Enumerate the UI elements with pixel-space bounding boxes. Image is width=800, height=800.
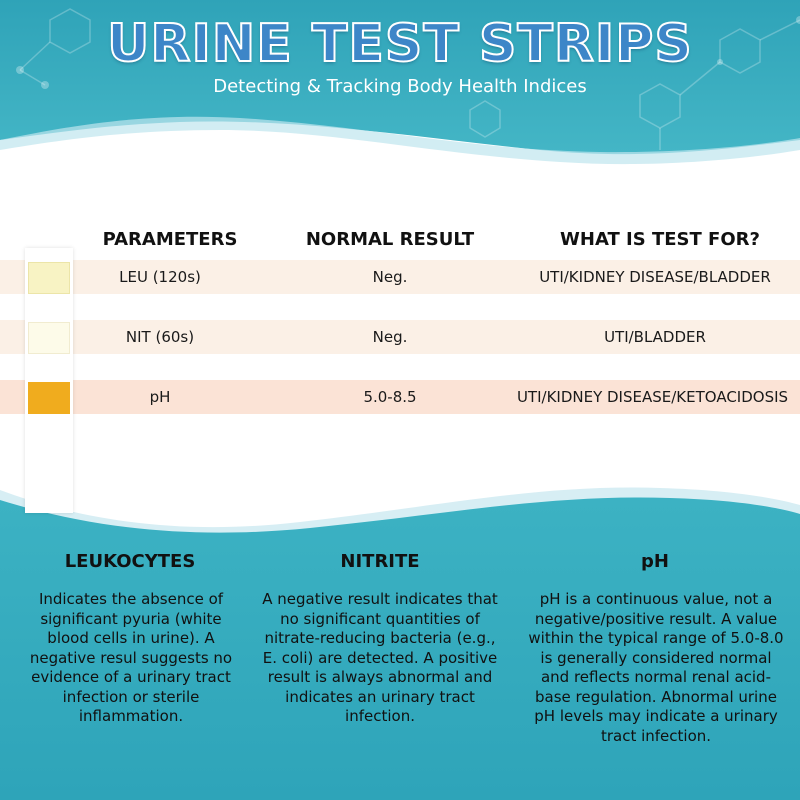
table-row	[0, 380, 800, 414]
nitrite-description: A negative result indicates that no significant quantities of nitrate-reducing bacteria (e.g., E. coli) are detected. A positive result is always abnormal and indicates an urinary tract infection.	[262, 590, 498, 725]
table-row	[0, 260, 800, 294]
parameter-cell: NIT (60s)	[125, 328, 195, 346]
tests-for-cell: UTI/KIDNEY DISEASE/KETOACIDOSIS	[516, 388, 789, 406]
column-header-test-for: WHAT IS TEST FOR?	[560, 229, 760, 250]
table-row	[0, 320, 800, 354]
ph-heading: pH	[641, 551, 669, 572]
column-header-parameters: PARAMETERS	[102, 229, 238, 250]
tests-for-cell: UTI/KIDNEY DISEASE/BLADDER	[539, 268, 771, 286]
parameter-cell: LEU (120s)	[119, 268, 201, 286]
leukocytes-heading: LEUKOCYTES	[64, 551, 196, 572]
page-title: URINE TEST STRIPS	[107, 14, 693, 74]
tests-for-cell: UTI/BLADDER	[604, 328, 706, 346]
normal-result-cell: Neg.	[372, 328, 408, 346]
leu-color-pad	[28, 262, 70, 294]
normal-result-cell: 5.0-8.5	[363, 388, 417, 406]
parameter-cell: pH	[149, 388, 171, 406]
ph-color-pad	[28, 382, 70, 414]
ph-description: pH is a continuous value, not a negative/positive result. A value within the typical range of 5.0-8.0 is generally considered normal and reflects normal renal acid-base regulation. Abnormal urine pH levels may indicate a urinary tract infection.	[528, 590, 784, 745]
page-subtitle: Detecting & Tracking Body Health Indices	[213, 76, 587, 97]
nit-color-pad	[28, 322, 70, 354]
normal-result-cell: Neg.	[372, 268, 408, 286]
leukocytes-description: Indicates the absence of significant pyuria (white blood cells in urine). A negative resul suggests no evidence of a urinary tract infection or sterile inflammation.	[29, 590, 233, 725]
column-header-normal-result: NORMAL RESULT	[305, 229, 475, 250]
nitrite-heading: NITRITE	[340, 551, 420, 572]
